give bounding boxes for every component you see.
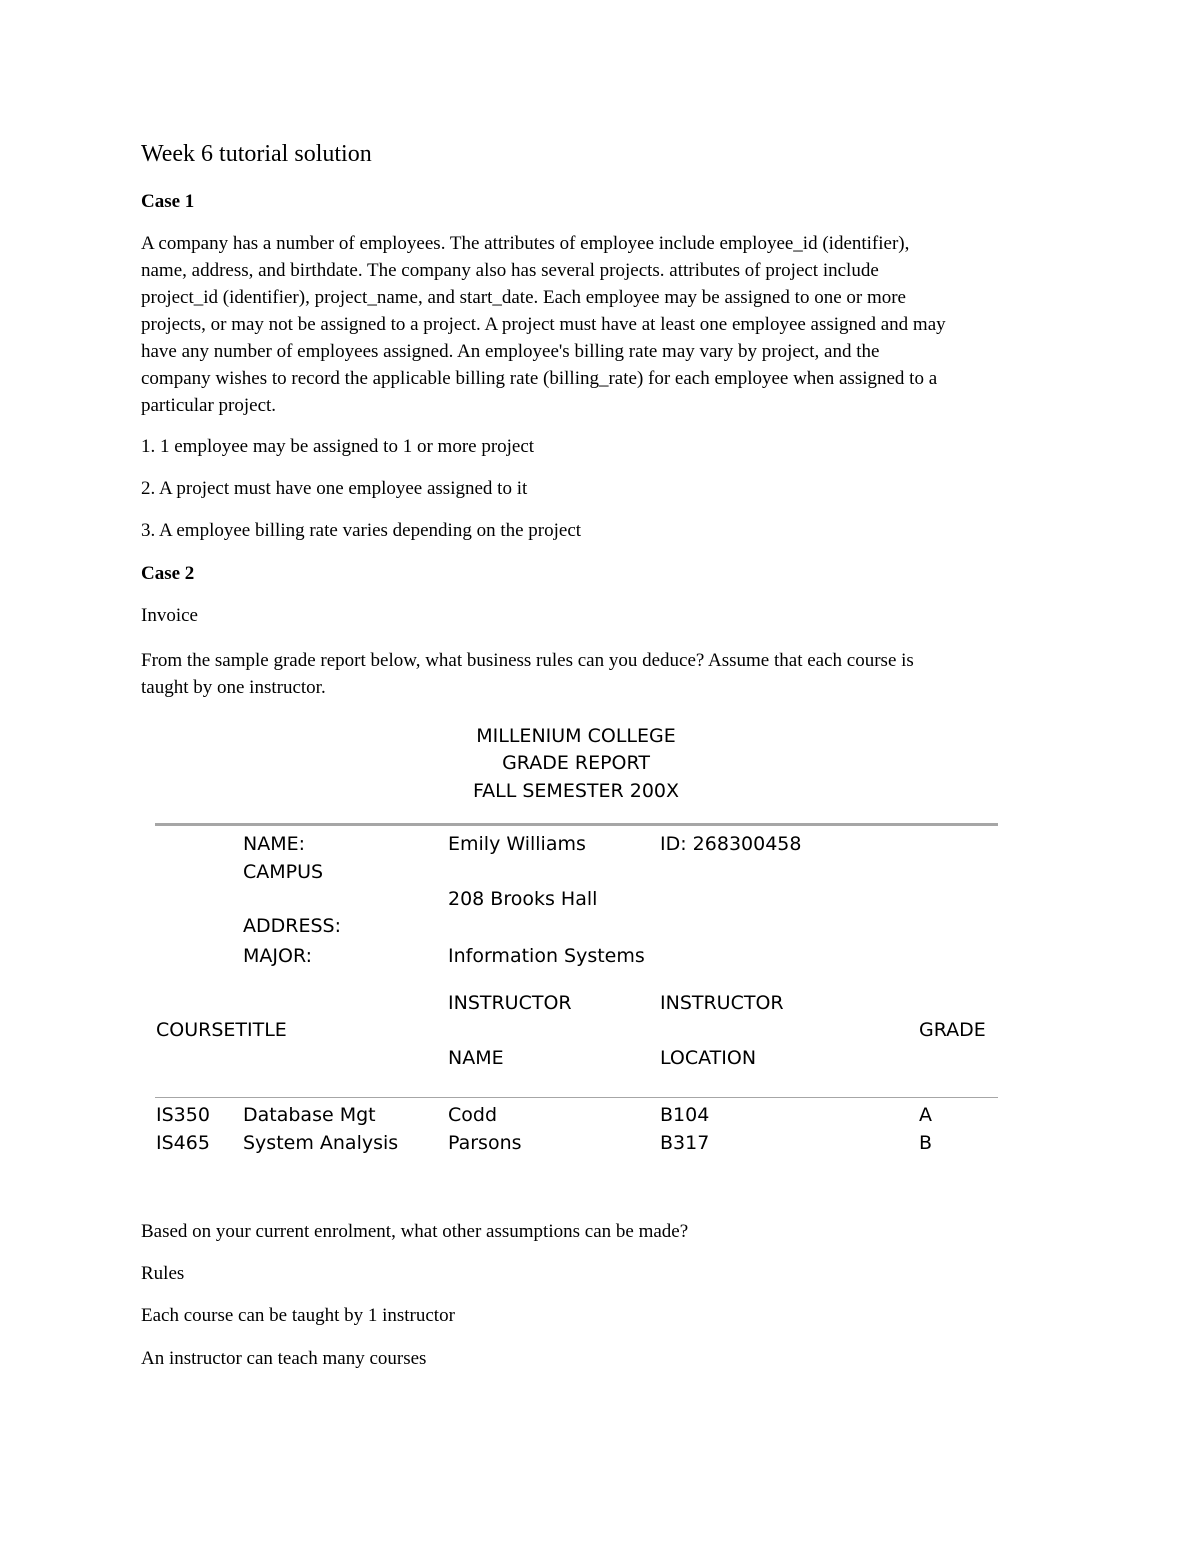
case2-question — [141, 647, 1071, 701]
rule-2: An instructor can teach many courses — [141, 1348, 427, 1369]
col-instructor-name-top: INSTRUCTOR — [448, 992, 572, 1014]
case2-question-line: taught by one instructor. — [141, 677, 326, 698]
campus-label: CAMPUS — [243, 861, 324, 883]
case1-paragraph-line: A company has a number of employees. The attributes of employee include employee_id (identifier), — [141, 233, 910, 254]
case2-question-line: From the sample grade report below, what business rules can you deduce? Assume that each course is — [141, 650, 914, 671]
address-label: ADDRESS: — [243, 915, 341, 937]
case1-paragraph-line: name, address, and birthdate. The company also has several projects. attributes of project include — [141, 260, 879, 281]
rules-heading: Rules — [141, 1263, 185, 1284]
course-title: Database Mgt — [243, 1104, 376, 1126]
instructor-location: B317 — [660, 1132, 710, 1154]
col-coursetitle: COURSETITLE — [156, 1019, 287, 1041]
rule-1: Each course can be taught by 1 instructor — [141, 1305, 455, 1326]
instructor-location: B104 — [660, 1104, 710, 1126]
case1-point-2: 2. A project must have one employee assigned to it — [141, 478, 528, 499]
col-instructor-location-top: INSTRUCTOR — [660, 992, 784, 1014]
grade-value: B — [919, 1132, 933, 1154]
report-title: GRADE REPORT — [502, 752, 650, 774]
report-top-rule — [155, 823, 998, 826]
report-semester: FALL SEMESTER 200X — [472, 780, 680, 802]
case1-point-3: 3. A employee billing rate varies depending on the project — [141, 520, 582, 541]
report-header-rule — [155, 1097, 998, 1098]
report-college-name: MILLENIUM COLLEGE — [476, 725, 676, 747]
course-code: IS350 — [156, 1104, 210, 1126]
course-code: IS465 — [156, 1132, 210, 1154]
case1-paragraph-line: particular project. — [141, 395, 277, 416]
major-label: MAJOR: — [243, 945, 312, 967]
case1-paragraph-line: have any number of employees assigned. An employee's billing rate may vary by project, and the — [141, 341, 880, 362]
student-id: ID: 268300458 — [660, 833, 802, 855]
grade-value: A — [919, 1104, 932, 1126]
case1-paragraph — [141, 230, 1071, 419]
case1-paragraph-line: projects, or may not be assigned to a project. A project must have at least one employee assigned and may — [141, 314, 946, 335]
case2-invoice: Invoice — [141, 605, 198, 626]
case1-paragraph-line: project_id (identifier), project_name, and start_date. Each employee may be assigned to one or more — [141, 287, 906, 308]
address-value: 208 Brooks Hall — [448, 888, 598, 910]
name-value: Emily Williams — [448, 833, 586, 855]
course-title: System Analysis — [243, 1132, 399, 1154]
name-label: NAME: — [243, 833, 306, 855]
case1-heading: Case 1 — [141, 191, 195, 212]
assumptions-question: Based on your current enrolment, what other assumptions can be made? — [141, 1221, 689, 1242]
case2-heading: Case 2 — [141, 563, 195, 584]
instructor-name: Codd — [448, 1104, 498, 1126]
case1-point-1: 1. 1 employee may be assigned to 1 or more project — [141, 436, 535, 457]
major-value: Information Systems — [448, 945, 645, 967]
instructor-name: Parsons — [448, 1132, 522, 1154]
col-grade: GRADE — [919, 1019, 986, 1041]
page-title: Week 6 tutorial solution — [141, 141, 372, 167]
case1-paragraph-line: company wishes to record the applicable billing rate (billing_rate) for each employee when assigned to a — [141, 368, 938, 389]
col-instructor-location-bottom: LOCATION — [660, 1047, 757, 1069]
col-instructor-name-bottom: NAME — [448, 1047, 504, 1069]
